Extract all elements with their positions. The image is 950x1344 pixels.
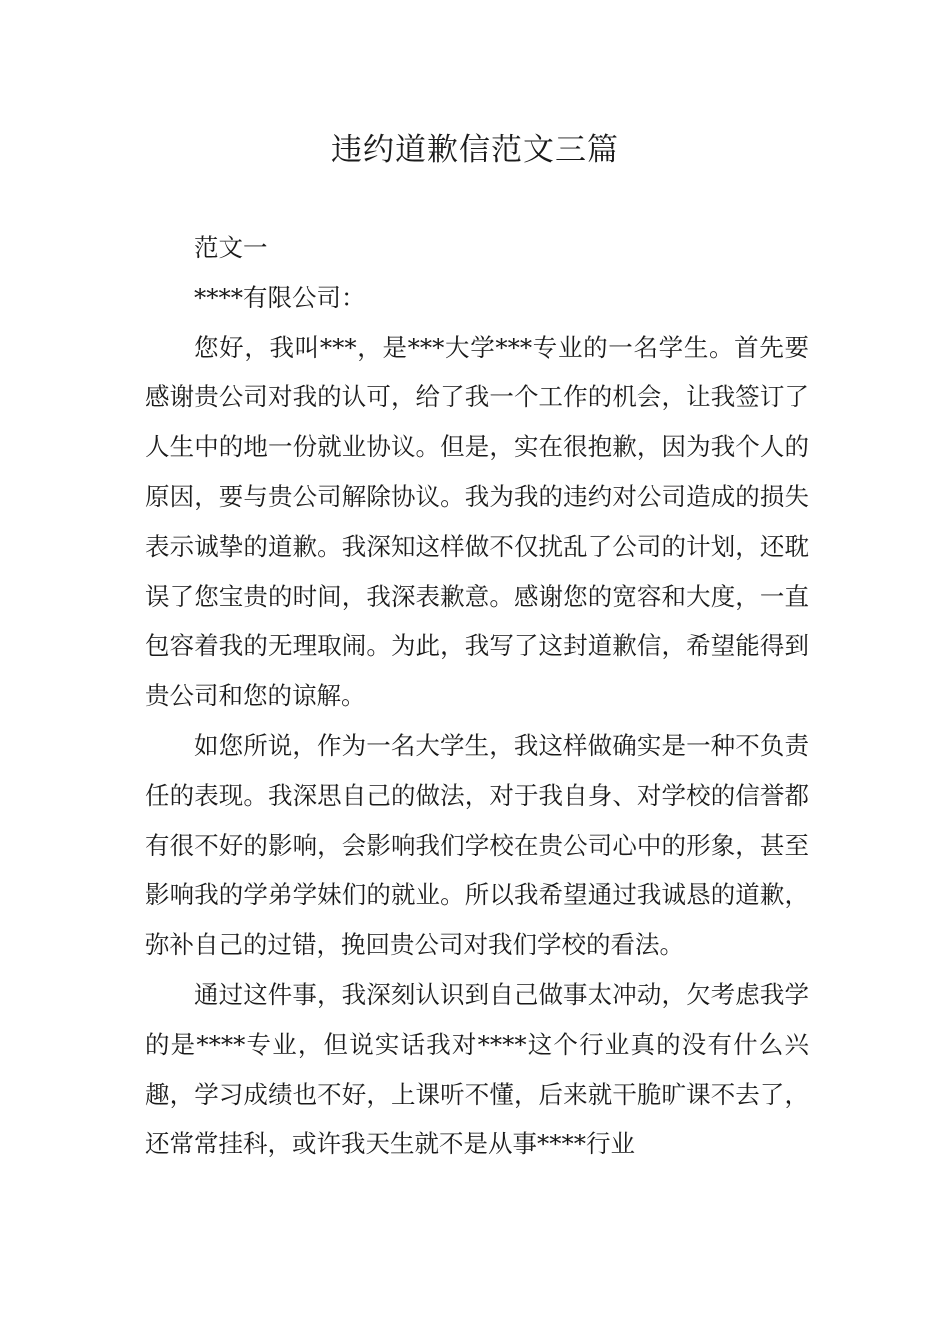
salutation: ****有限公司： [194,282,366,312]
body-paragraph: 通过这件事，我深刻认识到自己做事太冲动，欠考虑我学的是****专业，但说实话我对****这个行业真的没有什么兴趣，学习成绩也不好，上课听不懂，后来就干脆旷课不去了，还常常挂科，或许我天生就不是从事****行业 [145,979,809,1159]
document-body [145,223,809,1169]
document-title: 违约道歉信范文三篇 [331,132,619,168]
section-label: 范文一 [194,233,268,262]
body-paragraph: 您好，我叫***，是***大学***专业的一名学生。首先要感谢贵公司对我的认可，给了我一个工作的机会，让我签订了人生中的地一份就业协议。但是，实在很抱歉，因为我个人的原因，要与贵公司解除协议。我为我的违约对公司造成的损失表示诚挚的道歉。我深知这样做不仅扰乱了公司的计划，还耽误了您宝贵的时间，我深表歉意。感谢您的宽容和大度，一直包容着我的无理取闹。为此，我写了这封道歉信，希望能得到贵公司和您的谅解。 [145,332,809,711]
body-paragraph: 如您所说，作为一名大学生，我这样做确实是一种不负责任的表现。我深思自己的做法，对于我自身、对学校的信誉都有很不好的影响，会影响我们学校在贵公司心中的形象，甚至影响我的学弟学妹们的就业。所以我希望通过我诚恳的道歉，弥补自己的过错，挽回贵公司对我们学校的看法。 [145,730,809,960]
